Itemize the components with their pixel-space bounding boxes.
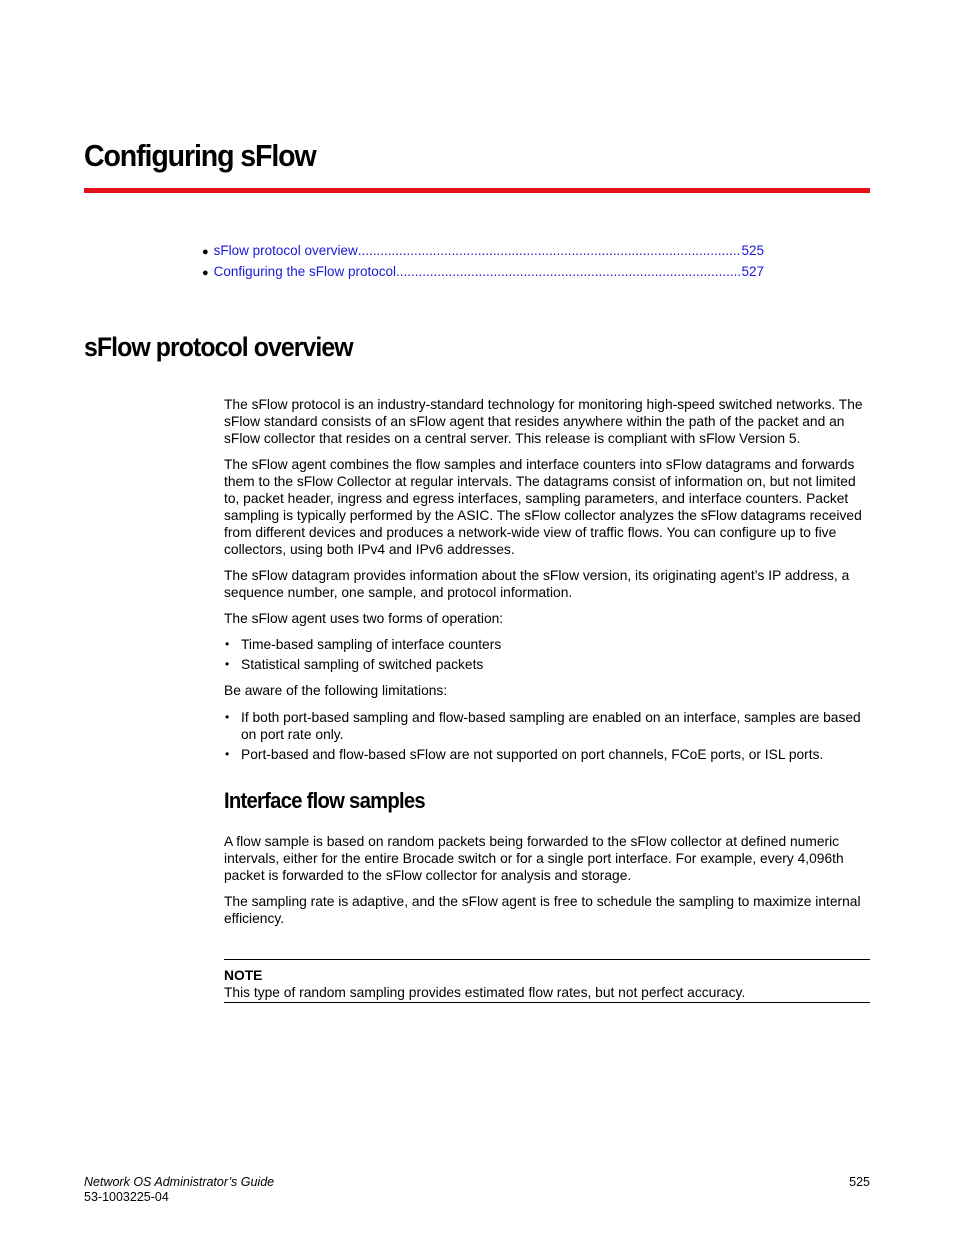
list-item: • If both port-based sampling and flow-based sampling are enabled on an interface, samples are based on port rate only. — [224, 709, 872, 743]
toc-link-label[interactable]: Configuring the sFlow protocol — [213, 264, 396, 279]
note-text: This type of random sampling provides estimated flow rates, but not perfect accuracy. — [224, 985, 746, 1000]
footer-doc-number: 53-1003225-04 — [84, 1190, 169, 1204]
toc-entry[interactable] — [202, 261, 764, 282]
note-box — [224, 959, 870, 1003]
limitations-list — [224, 709, 872, 763]
footer-right — [849, 1175, 870, 1190]
section-body — [224, 396, 872, 772]
chapter-title-rule — [84, 188, 870, 193]
paragraph: The sFlow agent uses two forms of operation: — [224, 611, 504, 626]
section-title: sFlow protocol overview — [84, 332, 353, 362]
list-item: • Time-based sampling of interface counters — [224, 636, 872, 653]
paragraph: Be aware of the following limitations: — [224, 683, 448, 698]
toc-entry[interactable] — [202, 240, 764, 261]
toc-leader-dots — [358, 240, 742, 261]
toc-link-label[interactable]: sFlow protocol overview — [213, 243, 358, 258]
paragraph: The sFlow protocol is an industry-standard technology for monitoring high-speed switched networks. The sFlow standard consists of an sFlow agent that resides anywhere within the path of the packet and an sFlow collector that resides on a central server. This release is compliant with sFlow Version 5. — [224, 397, 863, 446]
subsection-body — [224, 833, 872, 936]
toc-page-number[interactable]: 527 — [741, 264, 764, 279]
mini-toc — [202, 240, 764, 282]
toc-page-number[interactable]: 525 — [741, 243, 764, 258]
footer-page-number: 525 — [849, 1175, 870, 1189]
paragraph: The sFlow agent combines the flow samples and interface counters into sFlow datagrams and forwards them to the sFlow Collector at regular intervals. The datagrams consist of information on, but not limited to, packet header, ingress and egress interfaces, sampling parameters, and interface counters. Packet sampling is typically performed by the ASIC. The sFlow collector analyzes the sFlow datagrams received from different devices and produces a network-wide view of traffic flows. You can configure up to five collectors, using both IPv4 and IPv6 addresses. — [224, 457, 862, 557]
chapter-title: Configuring sFlow — [84, 138, 316, 173]
paragraph: A flow sample is based on random packets being forwarded to the sFlow collector at defined numeric intervals, either for the entire Brocade switch or for a single port interface. For example, every 4,096th packet is forwarded to the sFlow collector for analysis and storage. — [224, 834, 844, 883]
footer-left — [84, 1175, 274, 1205]
paragraph: The sampling rate is adaptive, and the sFlow agent is free to schedule the sampling to maximize internal efficiency. — [224, 894, 861, 926]
subsection-title: Interface flow samples — [224, 788, 425, 813]
toc-leader-dots — [396, 261, 741, 282]
list-item: • Statistical sampling of switched packets — [224, 656, 872, 673]
footer-doc-title: Network OS Administrator’s Guide — [84, 1175, 275, 1189]
list-item: • Port-based and flow-based sFlow are not supported on port channels, FCoE ports, or ISL ports. — [224, 746, 872, 763]
paragraph: The sFlow datagram provides information about the sFlow version, its originating agent’s IP address, a sequence number, one sample, and protocol information. — [224, 568, 850, 600]
operation-forms-list — [224, 636, 872, 673]
toc-bullet: ● — [202, 267, 209, 279]
note-label: NOTE — [224, 968, 263, 983]
toc-bullet: ● — [202, 246, 209, 258]
